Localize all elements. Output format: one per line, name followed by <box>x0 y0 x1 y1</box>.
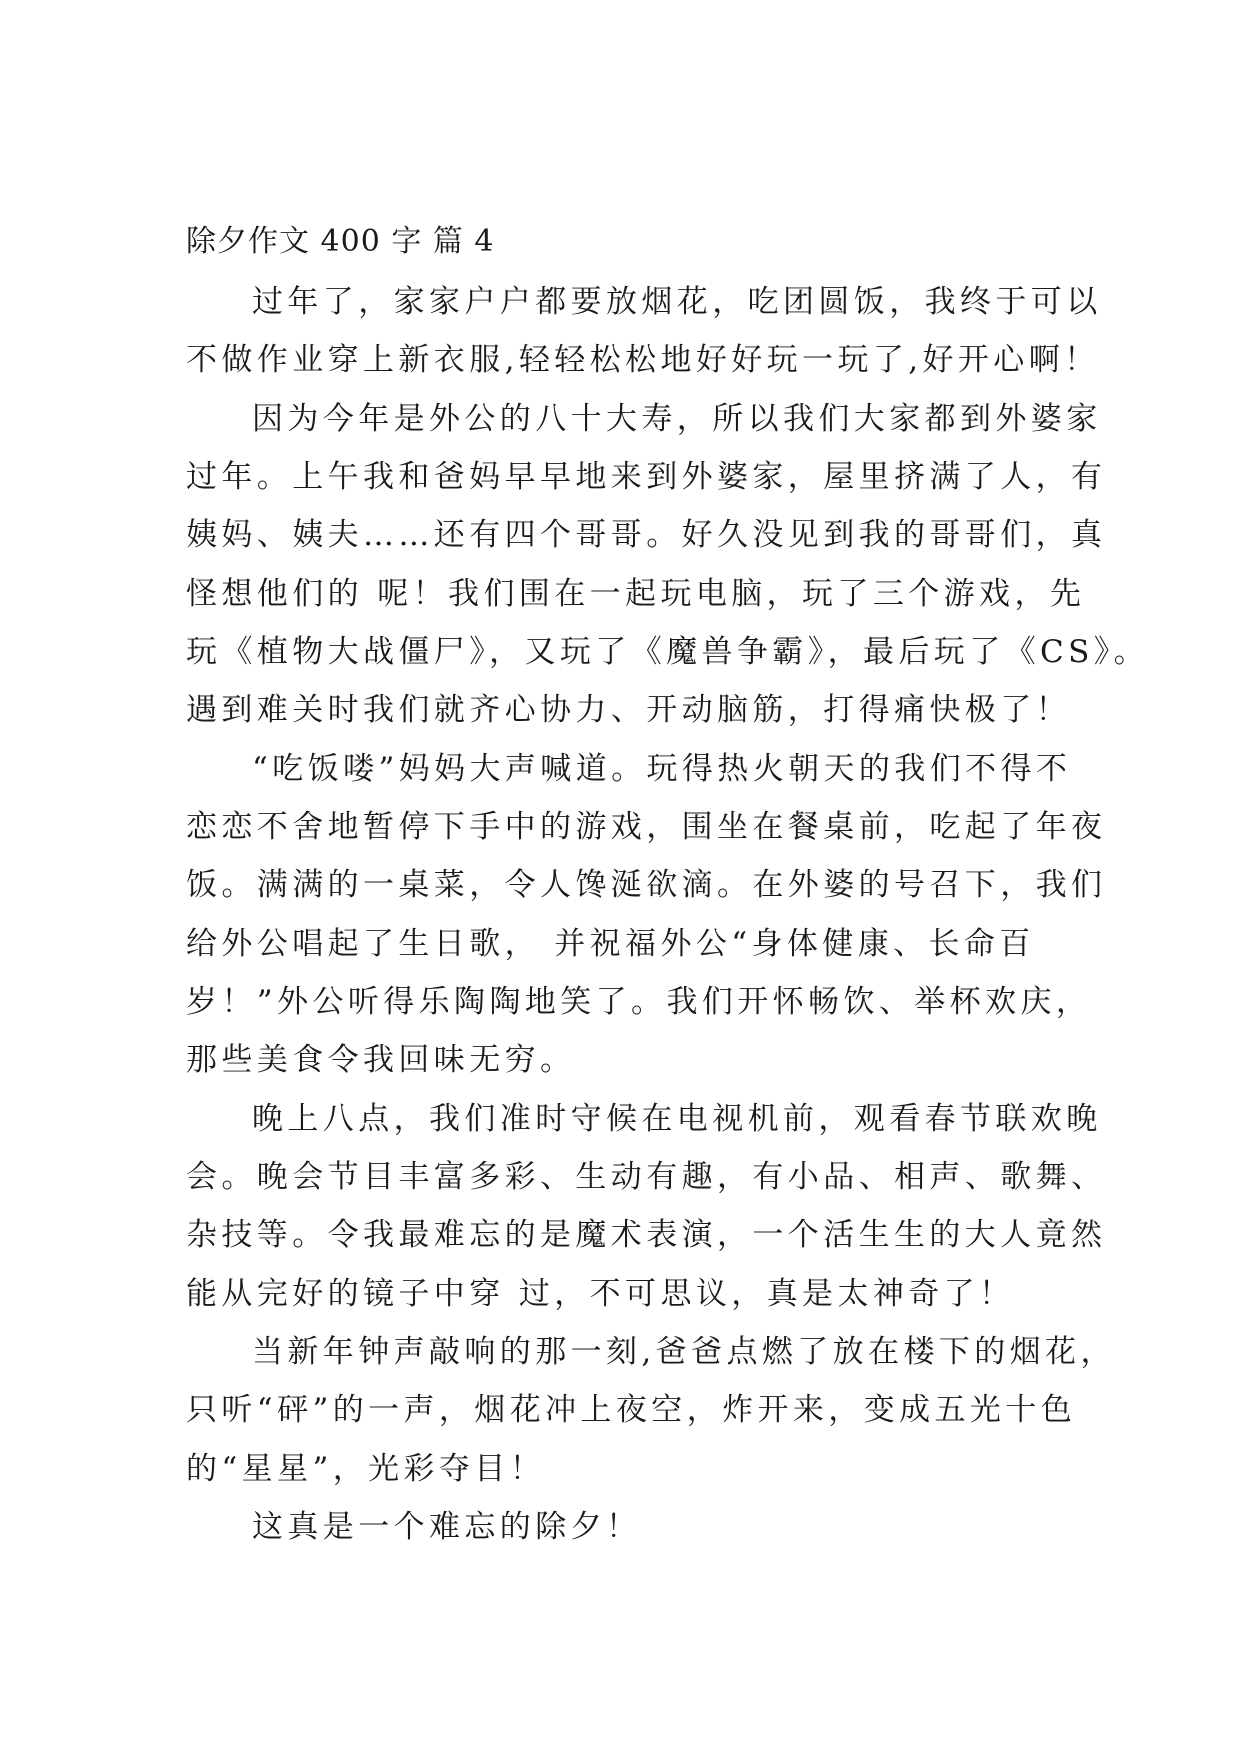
text-line: 恋恋不舍地暂停下手中的游戏，围坐在餐桌前，吃起了年夜 <box>186 809 1107 845</box>
text-line: 这真是一个难忘的除夕！ <box>252 1509 642 1545</box>
text-line: 玩《植物大战僵尸》，又玩了《魔兽争霸》，最后玩了《CS》。 <box>186 634 1150 670</box>
text-line: 只听“砰”的一声，烟花冲上夜空，炸开来，变成五光十色 <box>186 1392 1077 1428</box>
text-line: 能从完好的镜子中穿 过，不可思议，真是太神奇了！ <box>186 1276 1015 1312</box>
text-line: 杂技等。令我最难忘的是魔术表演，一个活生生的大人竟然 <box>186 1217 1107 1253</box>
text-line: 过年。上午我和爸妈早早地来到外婆家，屋里挤满了人，有 <box>186 459 1107 495</box>
text-line: 饭。满满的一桌菜，令人馋涎欲滴。在外婆的号召下，我们 <box>186 867 1107 903</box>
text-line: 不做作业穿上新衣服,轻轻松松地好好玩一玩了,好开心啊！ <box>186 342 1100 378</box>
text-line: 因为今年是外公的八十大寿，所以我们大家都到外婆家 <box>252 401 1102 437</box>
text-line: 晚上八点，我们准时守候在电视机前，观看春节联欢晚 <box>252 1101 1102 1137</box>
text-line: 怪想他们的 呢！我们围在一起玩电脑，玩了三个游戏，先 <box>186 576 1086 612</box>
text-line: 会。晚会节目丰富多彩、生动有趣，有小品、相声、歌舞、 <box>186 1159 1107 1195</box>
text-line: 那些美食令我回味无穷。 <box>186 1042 576 1078</box>
text-line: 的“星星”，光彩夺目！ <box>186 1451 546 1487</box>
text-line: 过年了，家家户户都要放烟花，吃团圆饭，我终于可以 <box>252 284 1102 320</box>
text-line: 姨妈、姨夫……还有四个哥哥。好久没见到我的哥哥们，真 <box>186 517 1107 553</box>
essay-title: 除夕作文 400 字 篇 4 <box>186 224 495 259</box>
text-line: 当新年钟声敲响的那一刻,爸爸点燃了放在楼下的烟花， <box>252 1334 1116 1370</box>
text-line: “吃饭喽”妈妈大声喊道。玩得热火朝天的我们不得不 <box>252 751 1072 787</box>
text-line: 岁！”外公听得乐陶陶地笑了。我们开怀畅饮、举杯欢庆， <box>186 984 1092 1020</box>
text-line: 遇到难关时我们就齐心协力、开动脑筋，打得痛快极了！ <box>186 692 1071 728</box>
text-line: 给外公唱起了生日歌， 并祝福外公“身体健康、长命百 <box>186 926 1035 962</box>
